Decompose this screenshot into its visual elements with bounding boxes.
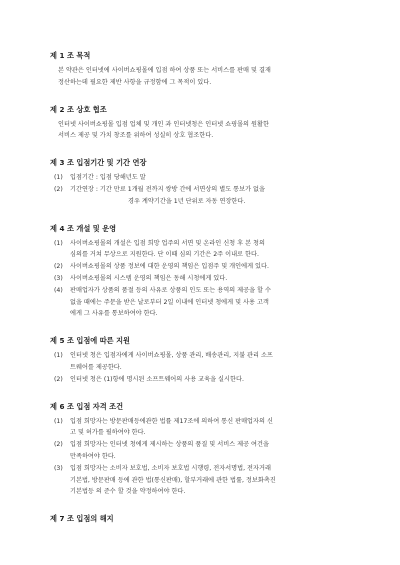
article-1 (50, 51, 366, 89)
list-marker: (3) (54, 274, 63, 282)
article-2-heading: 제 2 조 상호 협조 (50, 104, 107, 114)
list-item (50, 261, 366, 273)
list-marker: (1) (54, 352, 63, 360)
article-5-list (50, 350, 366, 385)
article-1-heading: 제 1 조 목적 (50, 51, 91, 60)
list-item-line: 고 및 허가를 필하여야 한다. (70, 429, 146, 437)
list-item (50, 184, 366, 208)
article-2-line-1: 인터넷 사이버쇼핑몰 입점 업체 및 개인 과 인터넷청은 인터넷 쇼핑몰의 원활한 (58, 120, 269, 128)
list-marker: (2) (54, 263, 63, 271)
list-item-line: 사이버쇼핑몰의 개설은 입점 희망 업주의 서면 및 온라인 신청 후 본 청의 (70, 239, 265, 247)
list-item (50, 463, 366, 498)
list-item-line: 기간연장 : 기간 만료 1개월 전까지 쌍방 간에 서면상의 별도 통보가 없을 (70, 185, 266, 193)
list-item-line: 경우 계약기간을 1년 단위로 자동 연장한다. (128, 197, 246, 205)
list-item-line: 입점 희망자는 방문판매등에관한 법률 제17조에 의하여 통신 판매업자의 신 (70, 417, 273, 425)
article-2-line-2: 서비스 제공 및 가치 창조를 위하여 성실히 상호 협조한다. (58, 132, 214, 140)
list-marker: (3) (54, 464, 63, 472)
list-item-line: 사이버쇼핑몰의 시스템 운영의 책임은 동해 시청에게 있다. (70, 274, 228, 282)
list-item (50, 273, 366, 285)
article-2-body (50, 119, 366, 143)
article-4-heading: 제 4 조 개설 및 운영 (50, 223, 117, 233)
list-marker: (1) (54, 239, 63, 247)
list-item-line: 인터넷 청은 (1)항에 명시된 소프트웨어의 사용 교육을 실시한다. (70, 375, 244, 383)
list-item-line: 입점기간 : 입점 당해년도 말 (70, 174, 146, 182)
list-item (50, 285, 366, 320)
article-7 (50, 514, 366, 524)
list-item-line: 기본법, 방문판매 등에 관한 법(통신판매), 할부거래에 관한 법률, 정보화촉진 (70, 476, 276, 484)
list-item (50, 238, 366, 262)
list-marker: (4) (54, 286, 63, 294)
list-item-line: 사이버쇼핑몰의 상품 정보에 대한 운영의 책임은 입점주 및 개인에게 있다. (70, 263, 269, 271)
article-6 (50, 402, 366, 499)
list-item-line: 입점 희망자는 소비자 보호법, 소비자 보호법 시행령, 전자서명법, 전자거래 (70, 464, 271, 472)
article-5 (50, 336, 366, 385)
list-item-line: 트웨어를 제공한다. (70, 363, 122, 371)
list-item-line: 없을 때에는 주문을 받은 날로부터 2일 이내에 인터넷 청에게 및 사용 고객 (70, 298, 269, 306)
list-marker: (2) (54, 375, 63, 383)
list-item-line: 만족하여야 한다. (70, 452, 116, 460)
list-marker: (1) (54, 174, 63, 182)
list-item (50, 350, 366, 374)
article-1-line-2: 정산하는데 필요한 제반 사항을 규정함에 그 목적이 있다. (58, 78, 212, 86)
article-1-body (50, 65, 366, 89)
article-1-line-1: 본 약관은 인터넷에 사이버쇼핑몰에 입점 하여 상품 또는 서비스를 판매 및 결재 (58, 67, 271, 74)
article-5-heading: 제 5 조 입점에 따른 지원 (50, 336, 131, 346)
article-3 (50, 158, 366, 207)
list-item-line: 심의를 거쳐 무상으로 지원한다. 단 이때 심의 기간은 2주 이내로 한다. (70, 251, 259, 259)
list-marker: (2) (54, 441, 63, 449)
list-item-line: 기본법등 의 준수 할 것을 약정하여야 한다. (70, 488, 186, 496)
article-6-heading: 제 6 조 입점 자격 조건 (50, 401, 124, 411)
list-item (50, 374, 366, 386)
list-marker: (2) (54, 185, 63, 193)
list-item (50, 439, 366, 463)
list-item (50, 416, 366, 440)
list-item (50, 172, 366, 184)
article-3-list (50, 172, 366, 207)
article-2 (50, 105, 366, 143)
list-marker: (1) (54, 417, 63, 425)
article-4 (50, 224, 366, 321)
list-item-line: 입점 희망자는 인터넷 청에게 제시하는 상품의 품질 및 서비스 제공 여건을 (70, 441, 269, 449)
article-3-heading: 제 3 조 입점기간 및 기간 연장 (50, 158, 147, 168)
article-6-list (50, 416, 366, 499)
list-item-line: 인터넷 청은 입점자에게 사이버쇼핑몰, 상품 관리, 배송관리, 지불 관리 소프 (70, 352, 273, 360)
list-item-line: 에게 그 사유를 통보하여야 한다. (70, 310, 158, 318)
article-7-heading: 제 7 조 입점의 해지 (50, 514, 114, 524)
article-4-list (50, 238, 366, 321)
list-item-line: 판매업자가 상품의 품절 등의 사유로 상품의 인도 또는 용역의 제공을 할 수 (70, 286, 271, 294)
